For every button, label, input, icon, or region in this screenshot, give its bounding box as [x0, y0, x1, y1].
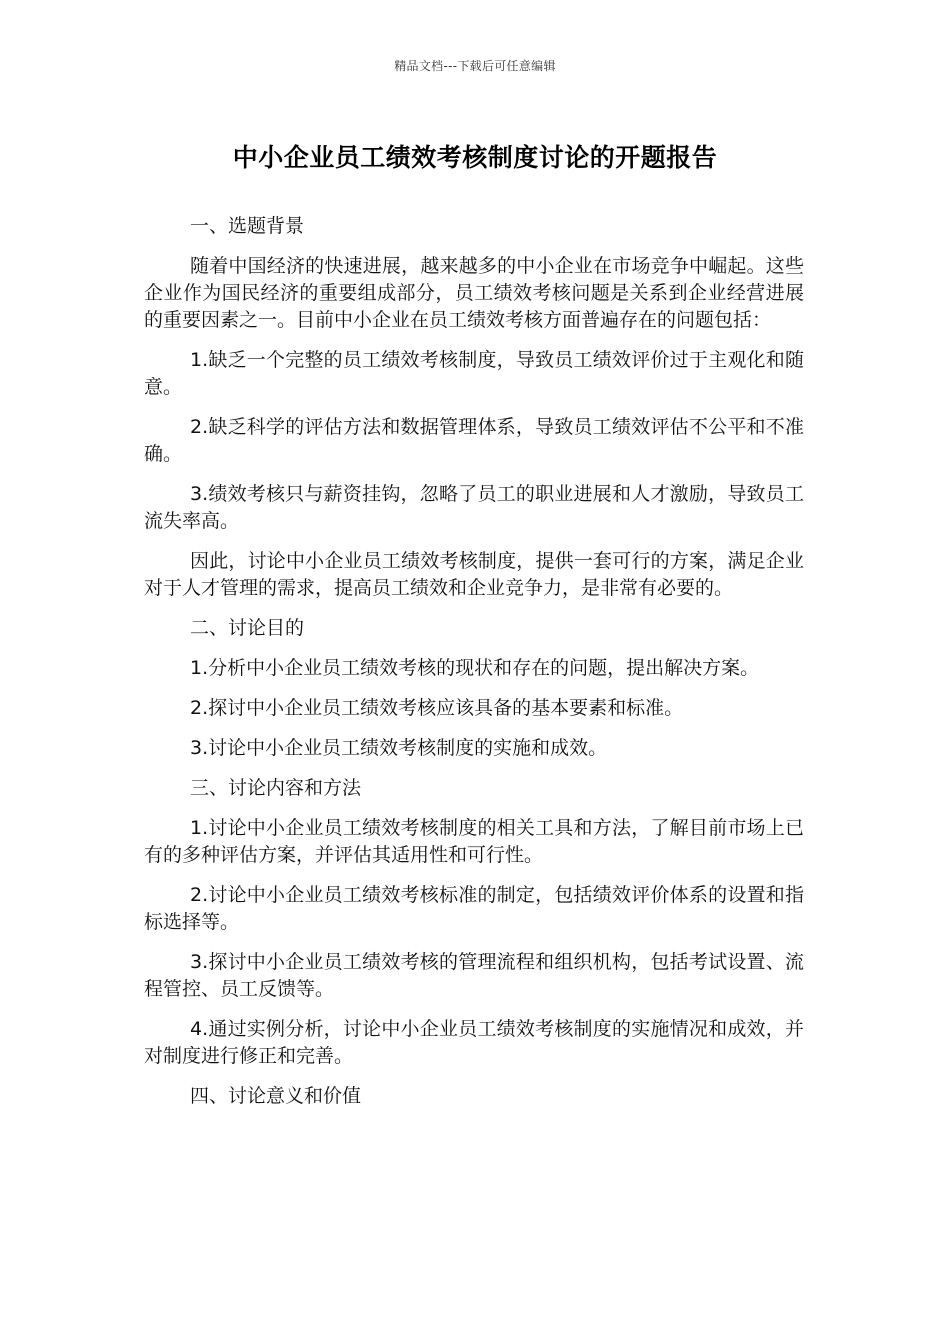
paragraph: 因此，讨论中小企业员工绩效考核制度，提供一套可行的方案，满足企业对于人才管理的需求，提高员工绩效和企业竞争力，是非常有必要的。 [144, 550, 804, 599]
list-item: 4.通过实例分析，讨论中小企业员工绩效考核制度的实施情况和成效，并对制度进行修正和完善。 [144, 1018, 804, 1067]
list-item: 2.讨论中小企业员工绩效考核标准的制定，包括绩效评价体系的设置和指标选择等。 [144, 884, 804, 933]
section-heading-purpose: 二、讨论目的 [190, 617, 305, 639]
list-item: 2.探讨中小企业员工绩效考核应该具备的基本要素和标准。 [190, 697, 684, 719]
document-title: 中小企业员工绩效考核制度讨论的开题报告 [232, 143, 718, 172]
list-item: 1.缺乏一个完整的员工绩效考核制度，导致员工绩效评价过于主观化和随意。 [144, 349, 804, 398]
list-item: 3.探讨中小企业员工绩效考核的管理流程和组织机构，包括考试设置、流程管控、员工反馈等。 [144, 951, 804, 1000]
section-heading-content-methods: 三、讨论内容和方法 [190, 777, 362, 799]
list-item: 2.缺乏科学的评估方法和数据管理体系，导致员工绩效评估不公平和不准确。 [144, 416, 804, 465]
list-item: 3.绩效考核只与薪资挂钩，忽略了员工的职业进展和人才激励，导致员工流失率高。 [144, 483, 804, 532]
header-note: 精品文档---下载后可任意编辑 [394, 59, 556, 73]
section-heading-significance: 四、讨论意义和价值 [190, 1085, 362, 1107]
document-body [144, 213, 804, 1123]
list-item: 3.讨论中小企业员工绩效考核制度的实施和成效。 [190, 737, 608, 759]
list-item: 1.讨论中小企业员工绩效考核制度的相关工具和方法，了解目前市场上已有的多种评估方案，并评估其适用性和可行性。 [144, 817, 804, 866]
list-item: 1.分析中小企业员工绩效考核的现状和存在的问题，提出解决方案。 [190, 657, 760, 679]
section-heading-background: 一、选题背景 [190, 215, 305, 237]
paragraph: 随着中国经济的快速进展，越来越多的中小企业在市场竞争中崛起。这些企业作为国民经济的重要组成部分，员工绩效考核问题是关系到企业经营进展的重要因素之一。目前中小企业在员工绩效考核方面普遍存在的问题包括： [144, 255, 804, 331]
